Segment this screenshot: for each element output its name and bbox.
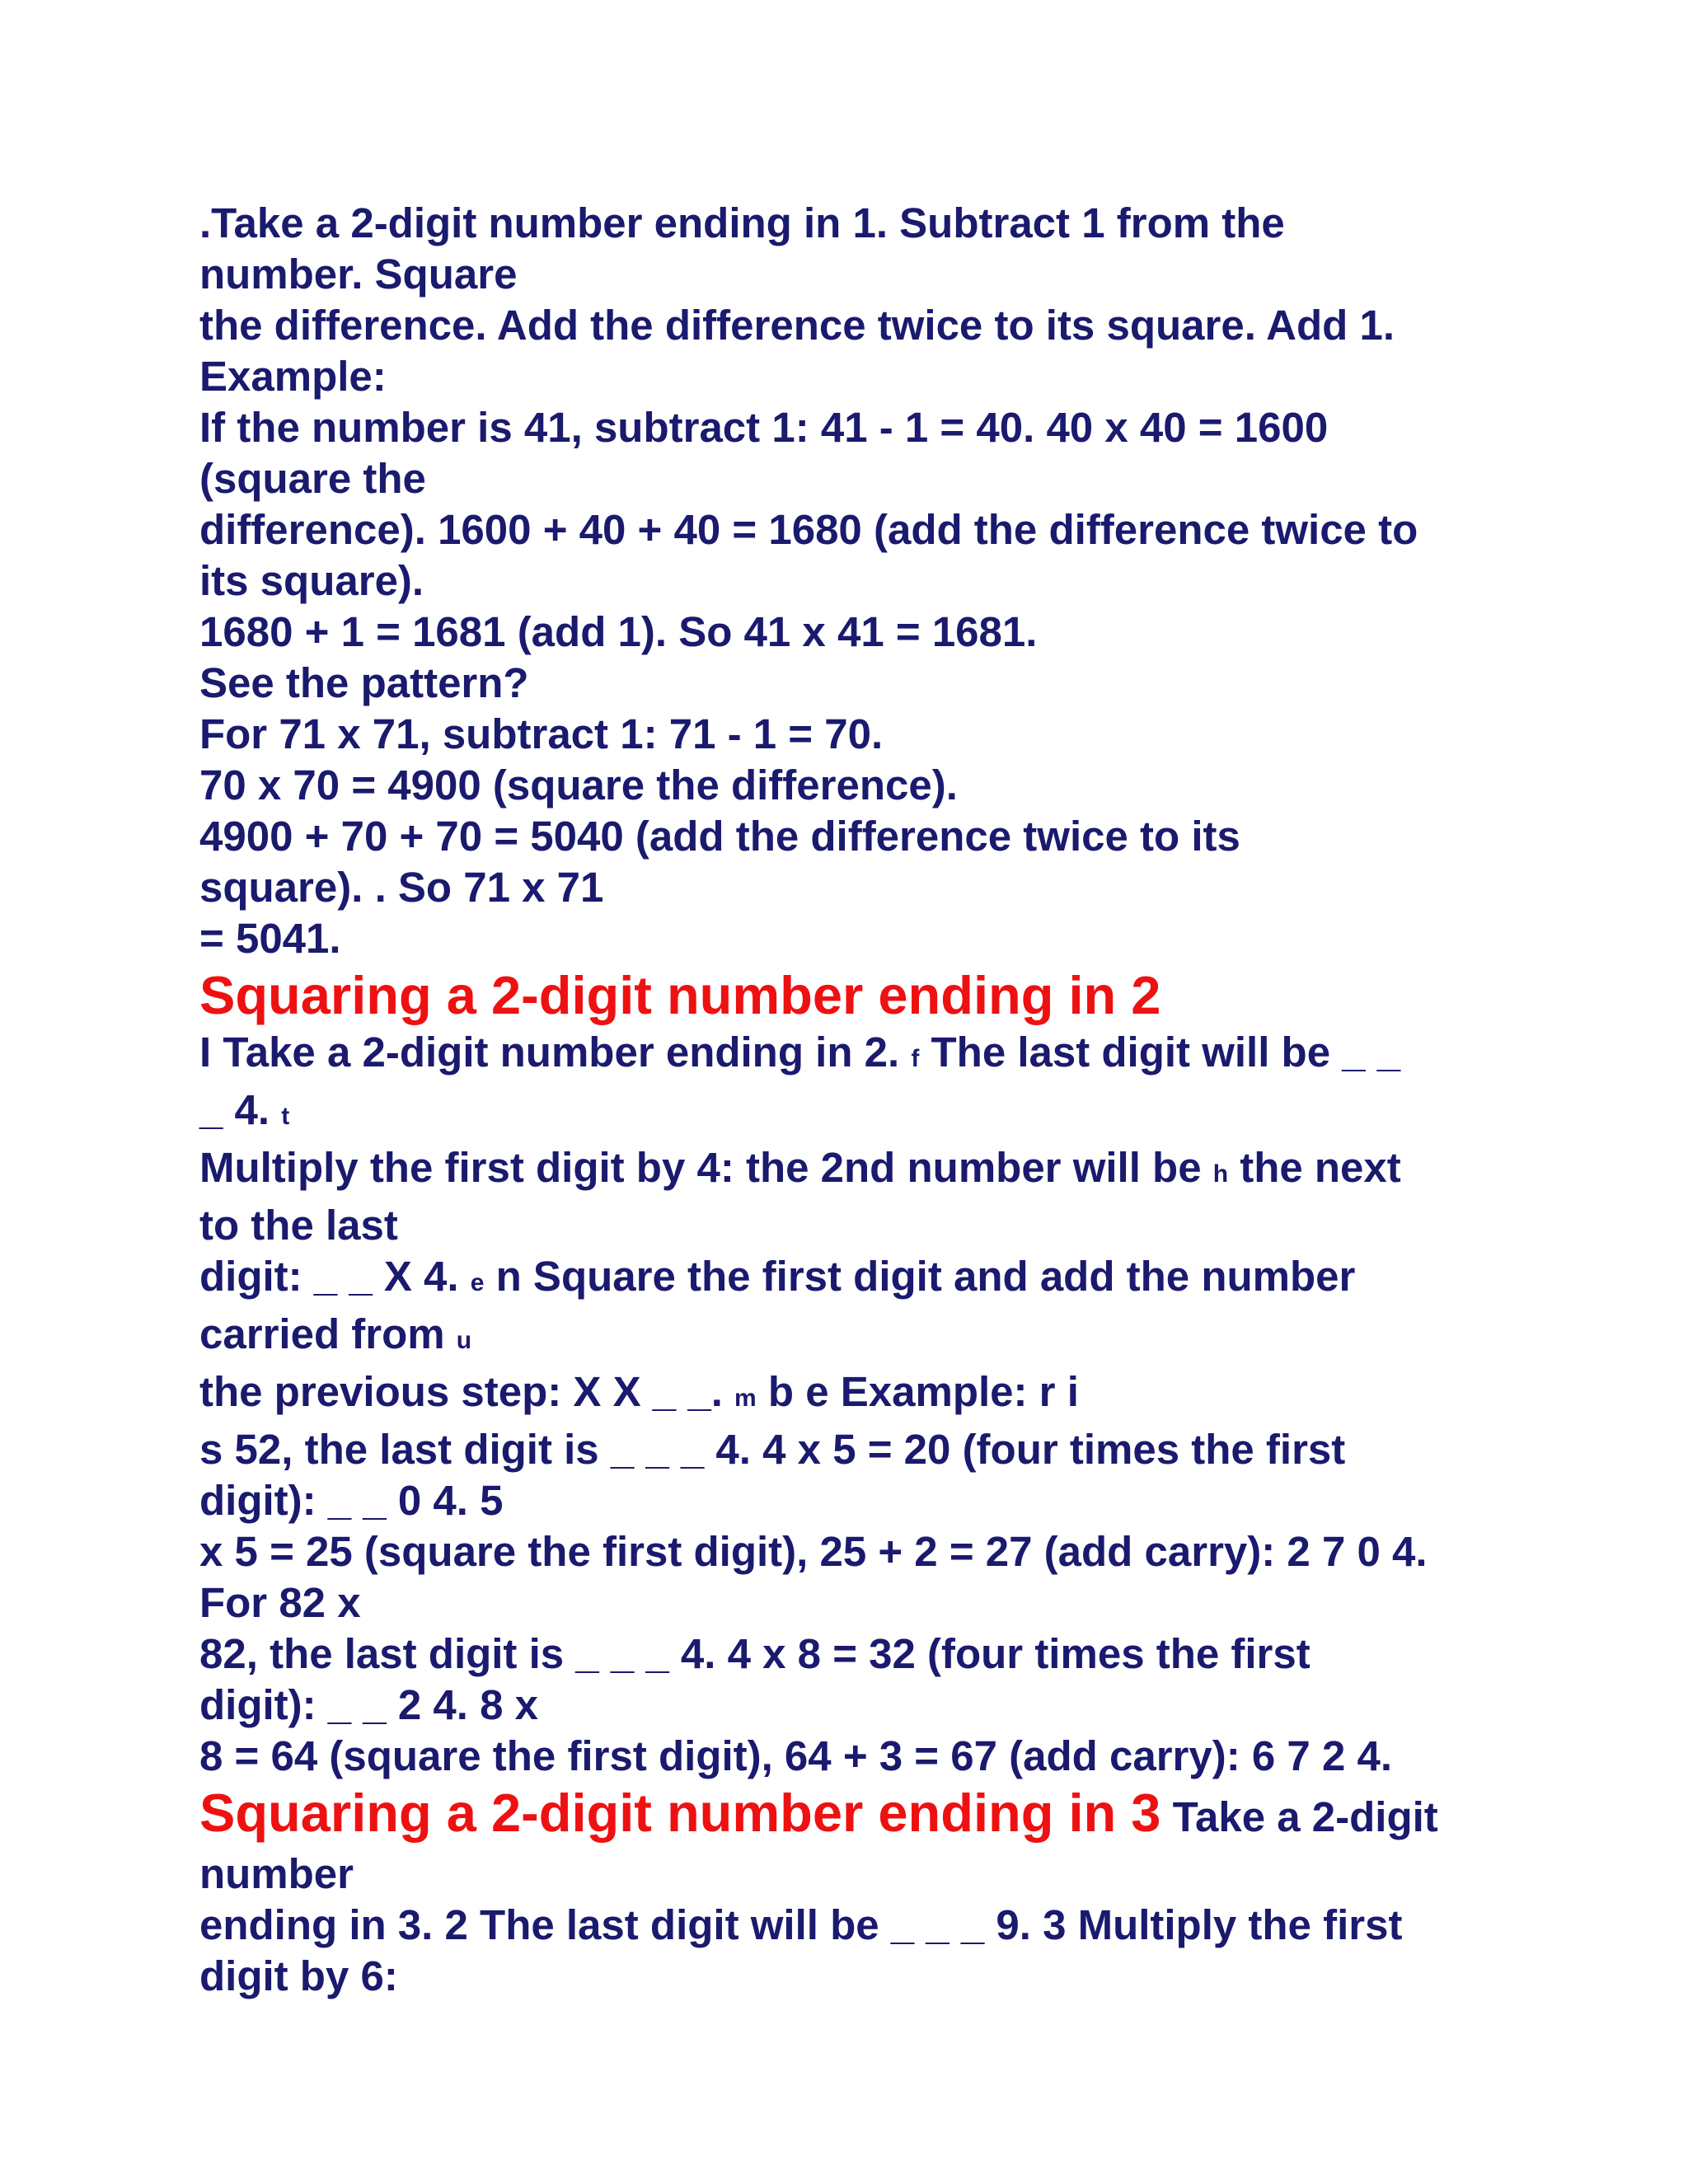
text-line: See the pattern? bbox=[199, 659, 529, 706]
text-line: number. Square bbox=[199, 251, 518, 298]
text-line: s 52, the last digit is _ _ _ 4. 4 x 5 = 20 (four times the first bbox=[199, 1426, 1346, 1473]
text-line: digit): _ _ 2 4. 8 x bbox=[199, 1681, 538, 1728]
text-line: the difference. Add the difference twice to its square. Add 1. bbox=[199, 302, 1395, 349]
text-run: the previous step: X X _ _. bbox=[199, 1368, 735, 1415]
text-run: Take a 2-digit bbox=[1160, 1793, 1438, 1840]
text-line: ending in 3. 2 The last digit will be _ _ _ 9. 3 Multiply the first bbox=[199, 1901, 1403, 1948]
text-line: If the number is 41, subtract 1: 41 - 1 = 40. 40 x 40 = 1600 bbox=[199, 404, 1329, 451]
text-line bbox=[199, 1027, 1502, 1085]
text-line: difference). 1600 + 40 + 40 = 1680 (add the difference twice to bbox=[199, 506, 1418, 553]
text-line: Example: bbox=[199, 353, 387, 400]
text-run: Multiply the first digit by 4: the 2nd number will be bbox=[199, 1144, 1213, 1191]
stray-letter: e bbox=[470, 1269, 485, 1296]
text-run: digit: _ _ X 4. bbox=[199, 1253, 471, 1300]
text-line: number bbox=[199, 1850, 354, 1897]
text-run: b e Example: r i bbox=[756, 1368, 1079, 1415]
text-run: the next bbox=[1228, 1144, 1401, 1191]
text-line: 1680 + 1 = 1681 (add 1). So 41 x 41 = 1681. bbox=[199, 608, 1038, 655]
text-line: to the last bbox=[199, 1202, 398, 1249]
text-line: = 5041. bbox=[199, 915, 341, 962]
text-line: digit): _ _ 0 4. 5 bbox=[199, 1477, 504, 1524]
text-line bbox=[199, 1142, 1502, 1200]
text-line bbox=[199, 1366, 1502, 1424]
stray-letter: h bbox=[1212, 1160, 1229, 1188]
text-line: digit by 6: bbox=[199, 1952, 398, 1999]
text-line: 8 = 64 (square the first digit), 64 + 3 = 67 (add carry): 6 7 2 4. bbox=[199, 1732, 1393, 1779]
text-line: .Take a 2-digit number ending in 1. Subtract 1 from the bbox=[199, 199, 1285, 246]
stray-letter: t bbox=[281, 1103, 290, 1130]
text-run: I Take a 2-digit number ending in 2. bbox=[199, 1029, 912, 1076]
text-line bbox=[199, 1251, 1502, 1309]
text-line: (square the bbox=[199, 455, 426, 502]
text-line: 82, the last digit is _ _ _ 4. 4 x 8 = 32 (four times the first bbox=[199, 1630, 1311, 1677]
section-heading: Squaring a 2-digit number ending in 3 bbox=[199, 1783, 1161, 1843]
stray-letter: m bbox=[734, 1385, 757, 1412]
text-line: For 71 x 71, subtract 1: 71 - 1 = 70. bbox=[199, 710, 884, 757]
text-line: 70 x 70 = 4900 (square the difference). bbox=[199, 762, 958, 808]
text-line: square). . So 71 x 71 bbox=[199, 864, 604, 911]
text-run: _ 4. bbox=[199, 1086, 282, 1133]
stray-letter: u bbox=[456, 1327, 472, 1354]
section-heading: Squaring a 2-digit number ending in 2 bbox=[199, 965, 1161, 1025]
text-line: x 5 = 25 (square the first digit), 25 + 2 = 27 (add carry): 2 7 0 4. bbox=[199, 1528, 1428, 1575]
text-line: 4900 + 70 + 70 = 5040 (add the difference twice to its bbox=[199, 813, 1240, 860]
document-body bbox=[199, 198, 1502, 2002]
text-line bbox=[199, 1309, 1502, 1366]
text-run: carried from bbox=[199, 1310, 457, 1357]
text-line bbox=[199, 1085, 1502, 1142]
text-line: its square). bbox=[199, 557, 424, 604]
text-run: The last digit will be _ _ bbox=[919, 1029, 1401, 1076]
stray-letter: f bbox=[911, 1045, 920, 1072]
section-heading-line bbox=[199, 1782, 1502, 1849]
text-run: n Square the first digit and add the number bbox=[484, 1253, 1356, 1300]
text-line: For 82 x bbox=[199, 1579, 361, 1626]
